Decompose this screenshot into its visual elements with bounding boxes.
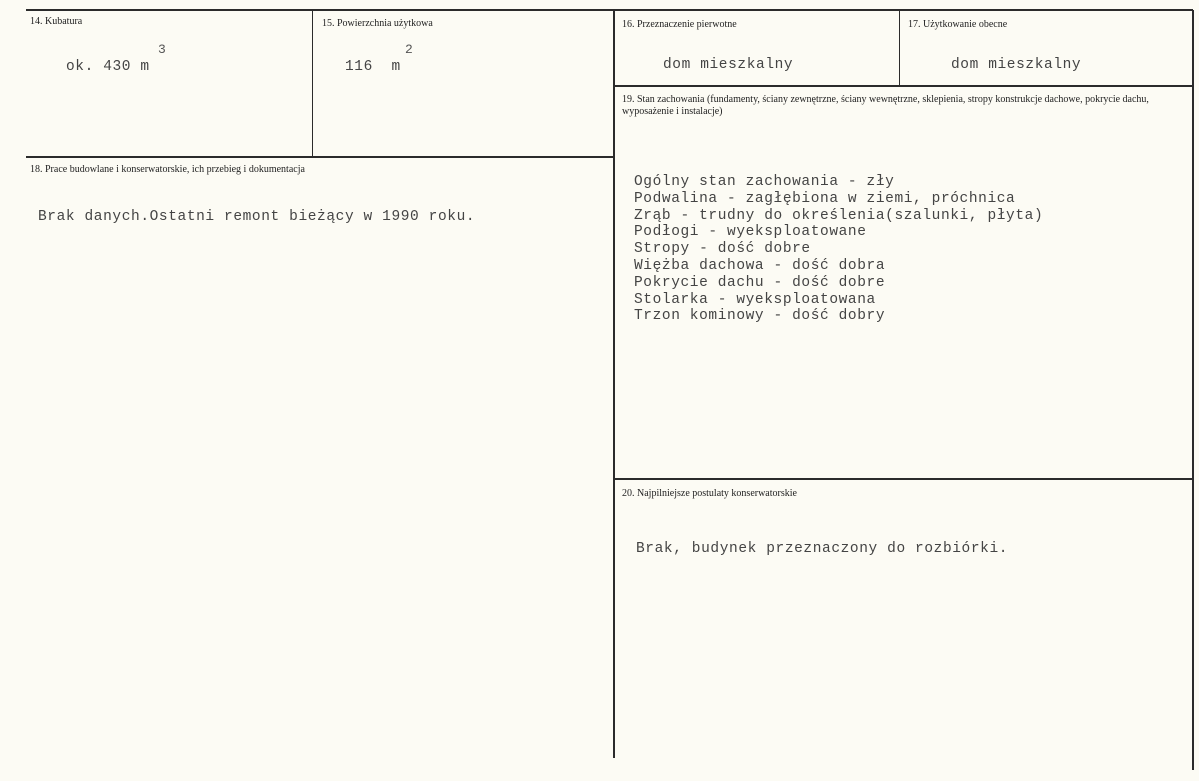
field-19-label: 19. Stan zachowania (fundamenty, ściany zewnętrzne, ściany wewnętrzne, sklepienia, stropy konstrukcje dachowe, pokrycie dachu, wyposażenie i instalacje) <box>622 94 1149 117</box>
mid-left-rule <box>26 156 614 158</box>
condition-line: Zrąb - trudny do określenia(szalunki, płyta) <box>634 207 1044 224</box>
field-14-value: ok. 430 m <box>66 59 150 75</box>
field-15-superscript: 2 <box>405 42 413 57</box>
top-border <box>26 9 1193 11</box>
field-20-value: Brak, budynek przeznaczony do rozbiórki. <box>636 541 1009 557</box>
field-18-value: Brak danych.Ostatni remont bieżący w 1990 roku. <box>38 209 476 225</box>
field-15-value: 116 m <box>345 59 401 75</box>
condition-line: Więżba dachowa - dość dobra <box>634 257 886 274</box>
field-15-label: 15. Powierzchnia użytkowa <box>322 18 433 29</box>
field-14-superscript: 3 <box>158 42 166 57</box>
center-divider <box>613 10 615 758</box>
rule-above-20 <box>614 478 1193 480</box>
divider-14-15 <box>312 10 313 156</box>
field-20-label: 20. Najpilniejsze postulaty konserwatorskie <box>622 488 797 499</box>
field-16-label: 16. Przeznaczenie pierwotne <box>622 19 737 30</box>
condition-line: Podwalina - zagłębiona w ziemi, próchnica <box>634 190 1016 207</box>
rule-under-16-17 <box>614 85 1193 87</box>
divider-16-17 <box>899 10 900 86</box>
right-border <box>1192 10 1194 770</box>
condition-line: Podłogi - wyeksploatowane <box>634 224 867 241</box>
condition-line: Trzon kominowy - dość dobry <box>634 308 886 325</box>
condition-line: Pokrycie dachu - dość dobre <box>634 274 886 291</box>
condition-line: Ogólny stan zachowania - zły <box>634 174 895 190</box>
condition-line: Stropy - dość dobre <box>634 241 811 258</box>
field-19-list <box>634 174 1043 325</box>
field-17-label: 17. Użytkowanie obecne <box>908 19 1008 30</box>
field-17-value: dom mieszkalny <box>951 57 1082 73</box>
field-16-value: dom mieszkalny <box>663 57 794 73</box>
field-14-label: 14. Kubatura <box>30 16 83 27</box>
field-18-label: 18. Prace budowlane i konserwatorskie, ich przebieg i dokumentacja <box>30 164 305 175</box>
condition-line: Stolarka - wyeksploatowana <box>634 291 876 308</box>
